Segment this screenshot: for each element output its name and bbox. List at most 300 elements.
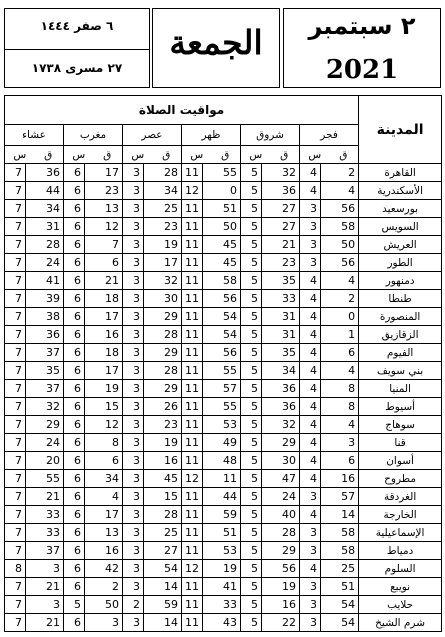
unit-minute-label: ق: [162, 148, 171, 161]
table-row: [5, 272, 442, 290]
minute-cell: 38: [26, 308, 64, 326]
hour-cell: 5: [241, 434, 262, 452]
minute-cell: 4: [321, 182, 359, 200]
hour-cell: 2: [123, 596, 144, 614]
minute-cell: 4: [321, 362, 359, 380]
hour-cell: 3: [123, 344, 144, 362]
hour-cell: 4: [300, 470, 321, 488]
minute-cell: 13: [85, 524, 123, 542]
hour-cell: 6: [64, 344, 85, 362]
minute-cell: 36: [262, 398, 300, 416]
hour-cell: 11: [182, 542, 203, 560]
minute-cell: 14: [321, 506, 359, 524]
minute-cell: 36: [26, 164, 64, 182]
city-name: طنطا: [359, 290, 442, 308]
city-name: شرم الشيخ: [359, 614, 442, 632]
minute-cell: 29: [262, 434, 300, 452]
unit-hour-label: س: [13, 148, 27, 161]
hour-cell: 3: [123, 614, 144, 632]
hour-cell: 6: [64, 200, 85, 218]
city-name: حلايب: [359, 596, 442, 614]
minute-cell: 14: [144, 614, 182, 632]
minute-cell: 45: [144, 470, 182, 488]
hour-cell: 11: [182, 326, 203, 344]
hour-cell: 4: [300, 380, 321, 398]
minute-cell: 37: [26, 380, 64, 398]
hijri-date-box: [4, 8, 150, 88]
minute-cell: 4: [321, 416, 359, 434]
hour-cell: 11: [182, 380, 203, 398]
hour-cell: 7: [5, 452, 26, 470]
minute-cell: 58: [321, 524, 359, 542]
city-name: الأسكندرية: [359, 182, 442, 200]
minute-cell: 23: [144, 218, 182, 236]
minute-cell: 50: [321, 236, 359, 254]
hour-cell: 7: [5, 362, 26, 380]
hour-cell: 5: [241, 200, 262, 218]
hour-cell: 3: [300, 236, 321, 254]
hour-cell: 11: [182, 272, 203, 290]
prayer-header-maghrib: مغرب: [64, 125, 123, 146]
day-box: [152, 8, 280, 88]
divider: [5, 49, 149, 50]
minute-cell: 27: [144, 542, 182, 560]
hour-cell: 3: [300, 578, 321, 596]
hour-cell: 3: [123, 488, 144, 506]
hour-cell: 3: [123, 254, 144, 272]
minute-cell: 59: [144, 596, 182, 614]
minute-cell: 40: [262, 506, 300, 524]
unit-minute-label: ق: [103, 148, 112, 161]
minute-cell: 54: [321, 596, 359, 614]
unit-labels: [5, 146, 64, 164]
hour-cell: 5: [241, 182, 262, 200]
hour-cell: 6: [64, 542, 85, 560]
unit-labels: [300, 146, 359, 164]
hour-cell: 3: [123, 164, 144, 182]
hour-cell: 5: [241, 236, 262, 254]
minute-cell: 28: [144, 164, 182, 182]
hour-cell: 7: [5, 596, 26, 614]
hour-cell: 11: [182, 362, 203, 380]
minute-cell: 15: [144, 488, 182, 506]
city-name: المنصورة: [359, 308, 442, 326]
minute-cell: 50: [85, 596, 123, 614]
minute-cell: 2: [85, 578, 123, 596]
minute-cell: 57: [321, 488, 359, 506]
hour-cell: 3: [123, 470, 144, 488]
minute-cell: 51: [203, 524, 241, 542]
hour-cell: 6: [64, 452, 85, 470]
minute-cell: 50: [203, 218, 241, 236]
hour-cell: 4: [300, 290, 321, 308]
hour-cell: 7: [5, 542, 26, 560]
minute-cell: 4: [321, 272, 359, 290]
hour-cell: 11: [182, 452, 203, 470]
table-row: [5, 290, 442, 308]
minute-cell: 3: [26, 560, 64, 578]
hour-cell: 4: [300, 452, 321, 470]
minute-cell: 8: [321, 398, 359, 416]
hour-cell: 3: [123, 560, 144, 578]
hour-cell: 4: [300, 308, 321, 326]
minute-cell: 19: [203, 560, 241, 578]
hour-cell: 11: [182, 614, 203, 632]
minute-cell: 11: [203, 470, 241, 488]
minute-cell: 16: [262, 596, 300, 614]
minute-cell: 32: [26, 398, 64, 416]
hour-cell: 6: [64, 326, 85, 344]
minute-cell: 53: [203, 416, 241, 434]
minute-cell: 33: [203, 596, 241, 614]
minute-cell: 37: [26, 542, 64, 560]
minute-cell: 55: [203, 164, 241, 182]
hour-cell: 3: [123, 362, 144, 380]
unit-hour-label: س: [131, 148, 145, 161]
hour-cell: 4: [300, 506, 321, 524]
hour-cell: 7: [5, 524, 26, 542]
hour-cell: 6: [64, 290, 85, 308]
hour-cell: 3: [123, 236, 144, 254]
city-name: سوهاج: [359, 416, 442, 434]
hour-cell: 5: [241, 272, 262, 290]
minute-cell: 54: [144, 560, 182, 578]
city-name: أسوان: [359, 452, 442, 470]
hour-cell: 11: [182, 236, 203, 254]
hour-cell: 11: [182, 596, 203, 614]
hour-cell: 11: [182, 200, 203, 218]
minute-cell: 59: [203, 506, 241, 524]
minute-cell: 8: [85, 434, 123, 452]
hour-cell: 6: [64, 416, 85, 434]
minute-cell: 42: [85, 560, 123, 578]
city-name: الخارجة: [359, 506, 442, 524]
minute-cell: 54: [203, 326, 241, 344]
hour-cell: 5: [241, 470, 262, 488]
prayer-times-table: [4, 95, 441, 632]
minute-cell: 0: [321, 308, 359, 326]
hour-cell: 3: [300, 542, 321, 560]
table-row: [5, 524, 442, 542]
city-name: مطروح: [359, 470, 442, 488]
hour-cell: 5: [241, 326, 262, 344]
minute-cell: 29: [144, 380, 182, 398]
hour-cell: 12: [182, 470, 203, 488]
hour-cell: 11: [182, 218, 203, 236]
minute-cell: 19: [85, 380, 123, 398]
hour-cell: 5: [241, 452, 262, 470]
hour-cell: 11: [182, 398, 203, 416]
city-name: السلوم: [359, 560, 442, 578]
prayer-header-fajr: فجر: [300, 125, 359, 146]
minute-cell: 24: [262, 488, 300, 506]
minute-cell: 23: [144, 416, 182, 434]
hour-cell: 5: [241, 542, 262, 560]
minute-cell: 21: [26, 578, 64, 596]
hour-cell: 11: [182, 578, 203, 596]
minute-cell: 1: [321, 326, 359, 344]
gregorian-day-month: ٢ سبتمبر: [308, 12, 416, 40]
hour-cell: 6: [64, 398, 85, 416]
unit-labels: [182, 146, 241, 164]
minute-cell: 35: [262, 272, 300, 290]
table-row: [5, 398, 442, 416]
hour-cell: 5: [64, 596, 85, 614]
table-row: [5, 416, 442, 434]
minute-cell: 55: [203, 362, 241, 380]
gregorian-year: 2021: [325, 55, 399, 85]
hour-cell: 5: [241, 506, 262, 524]
hour-cell: 12: [182, 560, 203, 578]
minute-cell: 54: [321, 614, 359, 632]
minute-cell: 19: [144, 434, 182, 452]
minute-cell: 22: [262, 614, 300, 632]
minute-cell: 3: [26, 596, 64, 614]
minute-cell: 43: [203, 614, 241, 632]
minute-cell: 55: [26, 470, 64, 488]
hour-cell: 11: [182, 164, 203, 182]
table-row: [5, 452, 442, 470]
city-name: الطور: [359, 254, 442, 272]
table-row: [5, 614, 442, 632]
table-title: مواقيت الصلاة: [5, 96, 359, 125]
hour-cell: 3: [300, 596, 321, 614]
minute-cell: 17: [85, 506, 123, 524]
hour-cell: 7: [5, 344, 26, 362]
hour-cell: 3: [123, 308, 144, 326]
hour-cell: 7: [5, 290, 26, 308]
hour-cell: 7: [5, 380, 26, 398]
minute-cell: 25: [321, 560, 359, 578]
hour-cell: 4: [300, 434, 321, 452]
minute-cell: 6: [85, 452, 123, 470]
hour-cell: 4: [300, 182, 321, 200]
minute-cell: 54: [203, 308, 241, 326]
minute-cell: 25: [144, 200, 182, 218]
hour-cell: 12: [182, 182, 203, 200]
unit-minute-label: ق: [221, 148, 230, 161]
hour-cell: 3: [300, 614, 321, 632]
minute-cell: 35: [262, 344, 300, 362]
unit-labels: [64, 146, 123, 164]
minute-cell: 31: [26, 218, 64, 236]
minute-cell: 7: [85, 236, 123, 254]
hour-cell: 4: [300, 272, 321, 290]
city-name: قنا: [359, 434, 442, 452]
hour-cell: 6: [64, 614, 85, 632]
unit-labels: [123, 146, 182, 164]
hour-cell: 4: [300, 326, 321, 344]
hour-cell: 11: [182, 344, 203, 362]
minute-cell: 34: [85, 470, 123, 488]
hour-cell: 7: [5, 416, 26, 434]
hour-cell: 6: [64, 362, 85, 380]
hour-cell: 7: [5, 272, 26, 290]
unit-minute-label: ق: [280, 148, 289, 161]
unit-hour-label: س: [249, 148, 263, 161]
minute-cell: 32: [262, 416, 300, 434]
minute-cell: 36: [26, 326, 64, 344]
table-row: [5, 542, 442, 560]
minute-cell: 28: [144, 326, 182, 344]
hour-cell: 6: [64, 308, 85, 326]
hour-cell: 3: [123, 380, 144, 398]
table-row: [5, 596, 442, 614]
minute-cell: 3: [85, 614, 123, 632]
minute-cell: 41: [26, 272, 64, 290]
hour-cell: 7: [5, 614, 26, 632]
minute-cell: 35: [26, 362, 64, 380]
hour-cell: 6: [64, 434, 85, 452]
minute-cell: 19: [144, 236, 182, 254]
minute-cell: 29: [26, 416, 64, 434]
hour-cell: 8: [5, 560, 26, 578]
minute-cell: 58: [203, 272, 241, 290]
minute-cell: 57: [203, 380, 241, 398]
hour-cell: 3: [123, 524, 144, 542]
hour-cell: 7: [5, 236, 26, 254]
minute-cell: 48: [203, 452, 241, 470]
prayer-header-asr: عصر: [123, 125, 182, 146]
minute-cell: 31: [262, 308, 300, 326]
hour-cell: 7: [5, 218, 26, 236]
hour-cell: 7: [5, 200, 26, 218]
hour-cell: 11: [182, 416, 203, 434]
hour-cell: 3: [300, 524, 321, 542]
minute-cell: 44: [26, 182, 64, 200]
city-name: المنيا: [359, 380, 442, 398]
hour-cell: 5: [241, 344, 262, 362]
prayer-header-dhuhr: ظهر: [182, 125, 241, 146]
minute-cell: 44: [203, 488, 241, 506]
hour-cell: 3: [123, 398, 144, 416]
city-name: نويبع: [359, 578, 442, 596]
minute-cell: 30: [262, 452, 300, 470]
prayer-header-sunrise: شروق: [241, 125, 300, 146]
hour-cell: 5: [241, 596, 262, 614]
unit-labels: [241, 146, 300, 164]
hour-cell: 7: [5, 254, 26, 272]
hour-cell: 4: [300, 344, 321, 362]
table-row: [5, 362, 442, 380]
minute-cell: 58: [321, 218, 359, 236]
hour-cell: 5: [241, 308, 262, 326]
minute-cell: 37: [26, 344, 64, 362]
minute-cell: 56: [321, 254, 359, 272]
minute-cell: 39: [26, 290, 64, 308]
city-name: العريش: [359, 236, 442, 254]
unit-hour-label: س: [190, 148, 204, 161]
unit-minute-label: ق: [44, 148, 53, 161]
city-name: أسيوط: [359, 398, 442, 416]
unit-hour-label: س: [72, 148, 86, 161]
table-row: [5, 506, 442, 524]
table-row: [5, 308, 442, 326]
hour-cell: 6: [64, 272, 85, 290]
coptic-date: ٢٧ مسرى ١٧٣٨: [31, 61, 123, 75]
minute-cell: 41: [203, 578, 241, 596]
minute-cell: 18: [85, 290, 123, 308]
hour-cell: 11: [182, 308, 203, 326]
table-row: [5, 470, 442, 488]
table-row: [5, 326, 442, 344]
minute-cell: 58: [321, 542, 359, 560]
hour-cell: 5: [241, 578, 262, 596]
minute-cell: 34: [144, 182, 182, 200]
hour-cell: 6: [64, 488, 85, 506]
minute-cell: 16: [144, 452, 182, 470]
hour-cell: 3: [123, 218, 144, 236]
hour-cell: 6: [64, 506, 85, 524]
minute-cell: 30: [144, 290, 182, 308]
hour-cell: 6: [64, 236, 85, 254]
minute-cell: 26: [144, 398, 182, 416]
prayer-times-body: [5, 164, 442, 632]
minute-cell: 16: [85, 326, 123, 344]
table-row: [5, 578, 442, 596]
minute-cell: 21: [85, 272, 123, 290]
minute-cell: 8: [321, 380, 359, 398]
minute-cell: 27: [262, 200, 300, 218]
minute-cell: 15: [85, 398, 123, 416]
minute-cell: 19: [262, 578, 300, 596]
minute-cell: 20: [26, 452, 64, 470]
hour-cell: 6: [64, 380, 85, 398]
minute-cell: 45: [203, 254, 241, 272]
minute-cell: 4: [85, 488, 123, 506]
hour-cell: 3: [300, 200, 321, 218]
table-row: [5, 236, 442, 254]
gregorian-date-box: [283, 8, 441, 88]
hour-cell: 4: [300, 362, 321, 380]
minute-cell: 56: [262, 560, 300, 578]
hour-cell: 7: [5, 470, 26, 488]
hour-cell: 3: [123, 416, 144, 434]
minute-cell: 0: [203, 182, 241, 200]
minute-cell: 21: [26, 488, 64, 506]
hour-cell: 6: [64, 164, 85, 182]
hour-cell: 11: [182, 434, 203, 452]
hour-cell: 6: [64, 182, 85, 200]
hour-cell: 7: [5, 506, 26, 524]
minute-cell: 12: [85, 218, 123, 236]
hour-cell: 5: [241, 614, 262, 632]
table-row: [5, 488, 442, 506]
minute-cell: 47: [262, 470, 300, 488]
city-name: دمياط: [359, 542, 442, 560]
minute-cell: 34: [262, 362, 300, 380]
minute-cell: 24: [26, 254, 64, 272]
minute-cell: 2: [321, 164, 359, 182]
minute-cell: 51: [321, 578, 359, 596]
hour-cell: 7: [5, 326, 26, 344]
city-name: بورسعيد: [359, 200, 442, 218]
hour-cell: 3: [123, 452, 144, 470]
minute-cell: 34: [26, 200, 64, 218]
minute-cell: 13: [85, 200, 123, 218]
day-name: الجمعة: [169, 23, 263, 62]
hour-cell: 6: [64, 470, 85, 488]
table-row: [5, 560, 442, 578]
minute-cell: 27: [262, 218, 300, 236]
minute-cell: 16: [85, 542, 123, 560]
minute-cell: 17: [85, 164, 123, 182]
minute-cell: 28: [26, 236, 64, 254]
hour-cell: 3: [123, 182, 144, 200]
table-row: [5, 164, 442, 182]
minute-cell: 29: [144, 344, 182, 362]
city-name: الفيوم: [359, 344, 442, 362]
